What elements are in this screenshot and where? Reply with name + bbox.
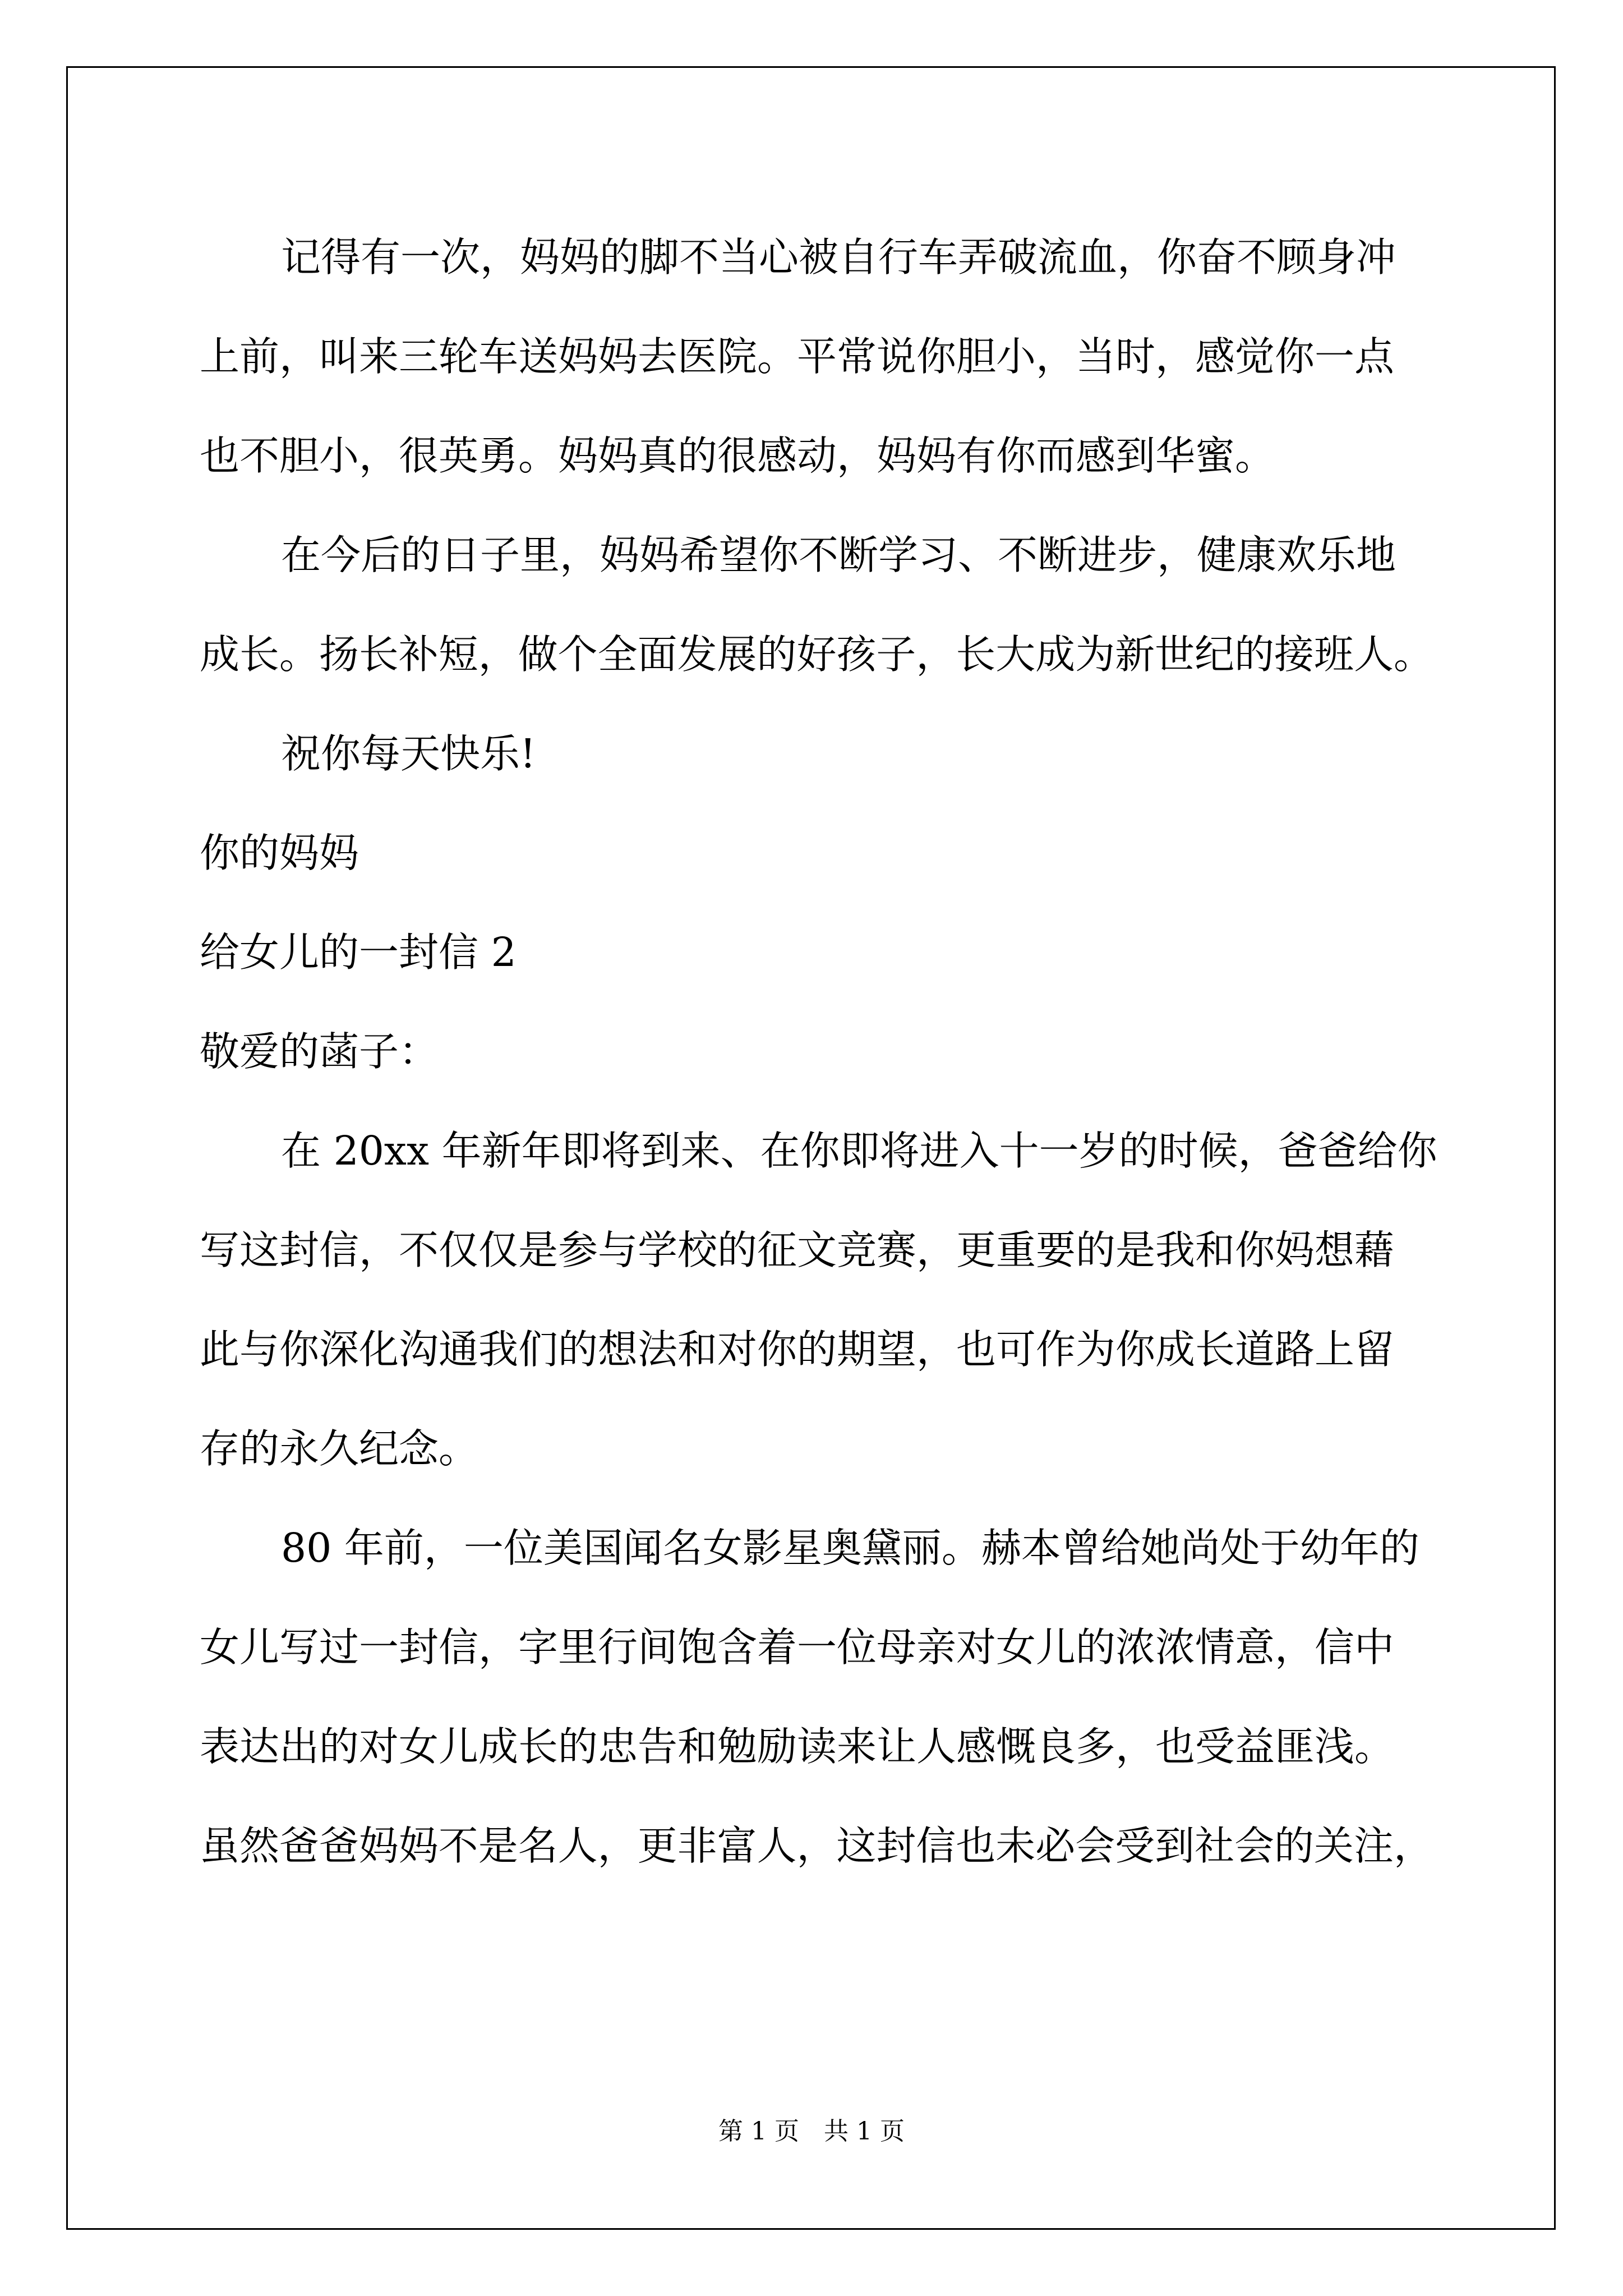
line-text: 祝你每天快乐!	[281, 730, 536, 777]
text-line	[200, 505, 1433, 605]
line-text: 给女儿的一封信 2	[200, 929, 517, 976]
signature-line	[200, 803, 1433, 903]
text-line	[200, 1796, 1433, 1895]
line-text: 在今后的日子里，妈妈希望你不断学习、不断进步，健康欢乐地	[281, 532, 1396, 578]
line-text: 此与你深化沟通我们的想法和对你的期望，也可作为你成长道路上留	[200, 1326, 1395, 1373]
line-text: 表达出的对女儿成长的忠告和勉励读来让人感慨良多，也受益匪浅。	[200, 1723, 1395, 1770]
line-text: 存的永久纪念。	[200, 1425, 479, 1472]
document-body	[200, 208, 1437, 1895]
text-line	[200, 1598, 1433, 1697]
page-footer: 第 1 页 共 1 页	[718, 2117, 905, 2146]
text-line	[200, 704, 1433, 803]
text-line	[200, 1101, 1437, 1200]
text-line	[200, 1697, 1433, 1796]
letter-title	[200, 903, 1433, 1002]
line-text: 上前，叫来三轮车送妈妈去医院。平常说你胆小，当时，感觉你一点	[200, 333, 1395, 380]
line-text: 女儿写过一封信，字里行间饱含着一位母亲对女儿的浓浓情意，信中	[200, 1624, 1395, 1671]
line-text: 写这封信，不仅仅是参与学校的征文竞赛，更重要的是我和你妈想藉	[200, 1227, 1395, 1273]
line-text: 敬爱的菡子：	[200, 1028, 439, 1075]
line-text: 你的妈妈	[200, 830, 359, 876]
text-line	[200, 1498, 1433, 1598]
line-text: 成长。扬长补短，做个全面发展的好孩子，长大成为新世纪的接班人。	[200, 631, 1433, 678]
text-line	[200, 1200, 1433, 1300]
text-line	[200, 1300, 1433, 1399]
text-line	[200, 406, 1433, 505]
text-line	[200, 307, 1433, 406]
line-text: 80 年前，一位美国闻名女影星奥黛丽。赫本曾给她尚处于幼年的	[281, 1525, 1419, 1571]
text-line	[200, 208, 1433, 307]
line-text: 也不胆小，很英勇。妈妈真的很感动，妈妈有你而感到华蜜。	[200, 432, 1275, 479]
line-text: 记得有一次，妈妈的脚不当心被自行车弄破流血，你奋不顾身冲	[281, 234, 1396, 280]
text-line	[200, 1399, 1433, 1498]
text-line	[200, 605, 1433, 704]
salutation	[200, 1002, 1433, 1101]
line-text: 在 20xx 年新年即将到来、在你即将进入十一岁的时候，爸爸给你	[281, 1128, 1437, 1174]
line-text: 虽然爸爸妈妈不是名人，更非富人，这封信也未必会受到社会的关注，	[200, 1823, 1433, 1869]
